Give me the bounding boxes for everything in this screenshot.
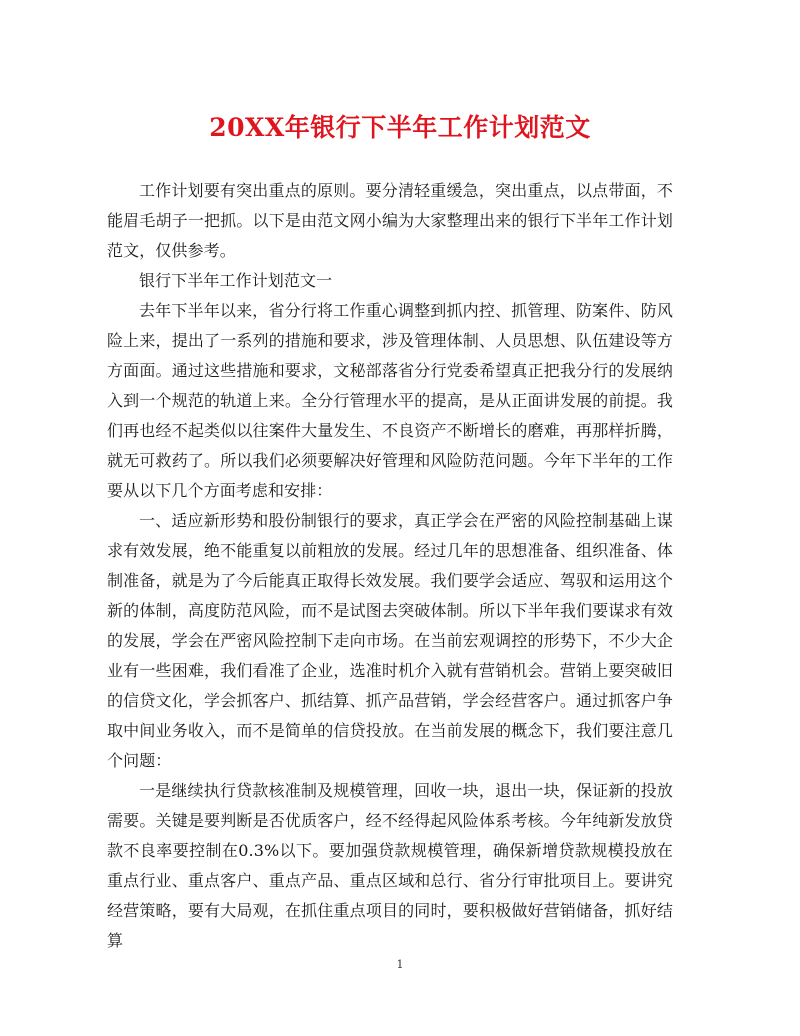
document-title: 20XX年银行下半年工作计划范文 [209,113,591,142]
paragraph-section-heading: 银行下半年工作计划范文一 [139,271,333,290]
paragraph-overview: 去年下半年以来，省分行将工作重心调整到抓内控、抓管理、防案件、防风险上来，提出了一系列的措施和要求，涉及管理体制、人员思想、队伍建设等方方面面。通过这些措施和要求，文秘部落省分行党委希望真正把我分行的发展纳入到一个规范的轨道上来。全分行管理水平的提高，是从正面讲发展的前提。我们再也经不起类似以往案件大量发生、不良资产不断增长的磨难，再那样折腾，就无可救药了。所以我们必须要解决好管理和风险防范问题。今年下半年的工作要从以下几个方面考虑和安排： [107,301,673,500]
document-body [107,176,673,956]
page-number: 1 [396,958,404,971]
paragraph-sub-point-one: 一是继续执行贷款核准制及规模管理，回收一块，退出一块，保证新的投放需要。关键是要判断是否优质客户，经不经得起风险体系考核。今年纯新发放贷款不良率要控制在0.3%以下。要加强贷款规模管理，确保新增贷款规模投放在重点行业、重点客户、重点产品、重点区域和总行、省分行审批项目上。要讲究经营策略，要有大局观，在抓住重点项目的同时，要积极做好营销储备，抓好结算 [107,781,673,950]
paragraph-intro: 工作计划要有突出重点的原则。要分清轻重缓急，突出重点，以点带面，不能眉毛胡子一把抓。以下是由范文网小编为大家整理出来的银行下半年工作计划范文，仅供参考。 [107,181,673,260]
paragraph-point-one: 一、适应新形势和股份制银行的要求，真正学会在严密的风险控制基础上谋求有效发展，绝不能重复以前粗放的发展。经过几年的思想准备、组织准备、体制准备，就是为了今后能真正取得长效发展。我们要学会适应、驾驭和运用这个新的体制，高度防范风险，而不是试图去突破体制。所以下半年我们要谋求有效的发展，学会在严密风险控制下走向市场。在当前宏观调控的形势下，不少大企业有一些困难，我们看准了企业，选准时机介入就有营销机会。营销上要突破旧的信贷文化，学会抓客户、抓结算、抓产品营销，学会经营客户。通过抓客户争取中间业务收入，而不是简单的信贷投放。在当前发展的概念下，我们要注意几个问题： [107,511,673,770]
